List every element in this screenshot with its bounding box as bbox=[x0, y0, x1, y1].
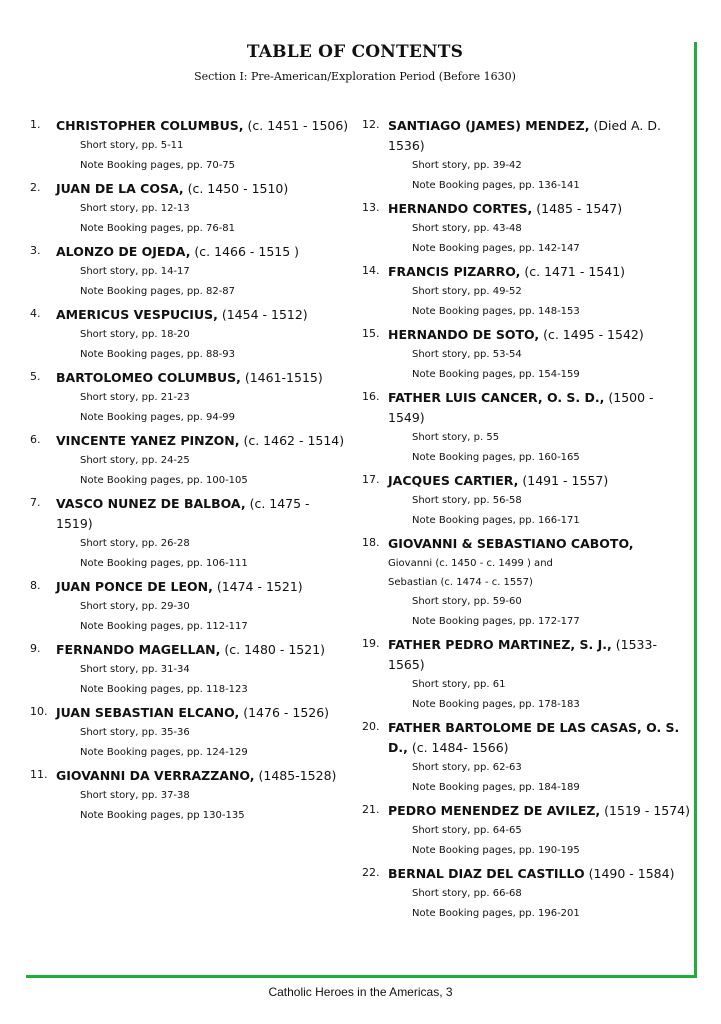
entry-name: FATHER PEDRO MARTINEZ, S. J., bbox=[388, 637, 612, 652]
entry-number: 17. bbox=[362, 473, 380, 486]
entry-number: 20. bbox=[362, 720, 380, 733]
page-footer: Catholic Heroes in the Americas, 3 bbox=[268, 985, 453, 999]
entry-dates: (c. 1475 - 1519) bbox=[56, 496, 310, 531]
note-booking-pages: Note Booking pages, pp. 70-75 bbox=[80, 159, 236, 171]
page-title: TABLE OF CONTENTS bbox=[246, 42, 464, 62]
entry-name: JUAN PONCE DE LEON, bbox=[56, 579, 213, 594]
entry-dates: (1474 - 1521) bbox=[216, 579, 303, 594]
note-booking-pages: Note Booking pages, pp. 136-141 bbox=[412, 179, 580, 191]
entry-number: 22. bbox=[362, 866, 380, 879]
short-story-pages: Short story, pp. 59-60 bbox=[412, 596, 522, 607]
toc-entry bbox=[362, 864, 692, 923]
note-booking-pages: Note Booking pages, pp. 154-159 bbox=[412, 368, 580, 380]
toc-entry bbox=[362, 635, 692, 714]
short-story-pages: Short story, pp. 43-48 bbox=[412, 223, 522, 234]
note-booking-pages: Note Booking pages, pp. 160-165 bbox=[412, 451, 580, 463]
entry-heading bbox=[30, 431, 350, 451]
entry-name: FRANCIS PIZARRO, bbox=[388, 264, 521, 279]
entry-name: SANTIAGO (JAMES) MENDEZ, bbox=[388, 118, 590, 133]
entry-number: 21. bbox=[362, 803, 380, 816]
short-story-pages: Short story, pp. 35-36 bbox=[80, 727, 190, 738]
toc-entry bbox=[30, 305, 350, 364]
entry-dates: (1476 - 1526) bbox=[243, 705, 330, 720]
short-story-pages: Short story, pp. 31-34 bbox=[80, 664, 190, 675]
toc-entry bbox=[362, 801, 692, 860]
entry-number: 6. bbox=[30, 433, 41, 446]
entry-dates: (c. 1462 - 1514) bbox=[243, 433, 345, 448]
entry-dates: (c. 1480 - 1521) bbox=[224, 642, 326, 657]
entry-name: BARTOLOMEO COLUMBUS, bbox=[56, 370, 241, 385]
note-booking-pages: Note Booking pages, pp. 148-153 bbox=[412, 305, 580, 317]
short-story-pages: Short story, pp. 12-13 bbox=[80, 203, 190, 214]
entry-heading bbox=[362, 718, 692, 758]
entry-heading bbox=[30, 703, 350, 723]
entry-name: JUAN DE LA COSA, bbox=[56, 181, 184, 196]
entry-name: HERNANDO DE SOTO, bbox=[388, 327, 540, 342]
entry-dates: (c. 1451 - 1506) bbox=[247, 118, 349, 133]
entry-name: FERNANDO MAGELLAN, bbox=[56, 642, 221, 657]
entry-number: 16. bbox=[362, 390, 380, 403]
toc-entry bbox=[30, 766, 350, 825]
short-story-pages: Short story, pp. 29-30 bbox=[80, 601, 190, 612]
entry-heading bbox=[362, 325, 692, 345]
toc-entry bbox=[30, 179, 350, 238]
note-booking-pages: Note Booking pages, pp. 142-147 bbox=[412, 242, 580, 254]
entry-heading bbox=[362, 262, 692, 282]
entry-number: 4. bbox=[30, 307, 41, 320]
short-story-pages: Short story, pp. 18-20 bbox=[80, 329, 190, 340]
note-booking-pages: Note Booking pages, pp. 82-87 bbox=[80, 285, 236, 297]
entry-name: CHRISTOPHER COLUMBUS, bbox=[56, 118, 244, 133]
note-booking-pages: Note Booking pages, pp. 124-129 bbox=[80, 746, 248, 758]
short-story-pages: Short story, pp. 53-54 bbox=[412, 349, 522, 360]
toc-entry bbox=[30, 368, 350, 427]
entry-dates: (c. 1484- 1566) bbox=[411, 740, 509, 755]
note-booking-pages: Note Booking pages, pp 130-135 bbox=[80, 809, 245, 821]
note-booking-pages: Note Booking pages, pp. 118-123 bbox=[80, 683, 248, 695]
toc-entry bbox=[362, 116, 692, 195]
entry-heading bbox=[362, 635, 692, 675]
toc-entry bbox=[362, 388, 692, 467]
entry-heading bbox=[362, 388, 692, 428]
entry-heading bbox=[30, 305, 350, 325]
toc-entry bbox=[362, 262, 692, 321]
toc-entry bbox=[30, 431, 350, 490]
toc-entry bbox=[30, 242, 350, 301]
entry-number: 2. bbox=[30, 181, 41, 194]
toc-entry bbox=[30, 494, 350, 573]
note-booking-pages: Note Booking pages, pp. 184-189 bbox=[412, 781, 580, 793]
entry-number: 9. bbox=[30, 642, 41, 655]
entry-dates: (1454 - 1512) bbox=[221, 307, 308, 322]
entry-dates: (1491 - 1557) bbox=[522, 473, 609, 488]
note-booking-pages: Note Booking pages, pp. 196-201 bbox=[412, 907, 580, 919]
toc-entry bbox=[362, 325, 692, 384]
short-story-pages: Short story, pp. 37-38 bbox=[80, 790, 190, 801]
entry-heading bbox=[362, 199, 692, 219]
short-story-pages: Short story, pp. 61 bbox=[412, 679, 506, 690]
entry-heading bbox=[30, 494, 350, 534]
entry-name: FATHER BARTOLOME DE LAS CASAS, O. S. D., bbox=[388, 720, 680, 755]
note-booking-pages: Note Booking pages, pp. 100-105 bbox=[80, 474, 248, 486]
short-story-pages: Short story, pp. 5-11 bbox=[80, 140, 184, 151]
short-story-pages: Short story, p. 55 bbox=[412, 432, 500, 443]
entry-heading bbox=[362, 801, 692, 821]
entry-dates: (1485 - 1547) bbox=[536, 201, 623, 216]
entry-number: 3. bbox=[30, 244, 41, 257]
note-booking-pages: Note Booking pages, pp. 190-195 bbox=[412, 844, 580, 856]
toc-entry bbox=[30, 116, 350, 175]
entry-heading bbox=[30, 368, 350, 388]
entry-heading bbox=[30, 640, 350, 660]
entry-number: 13. bbox=[362, 201, 380, 214]
entry-name: BERNAL DIAZ DEL CASTILLO bbox=[388, 866, 585, 881]
toc-entry bbox=[30, 703, 350, 762]
note-booking-pages: Note Booking pages, pp. 166-171 bbox=[412, 514, 580, 526]
entry-heading bbox=[362, 864, 692, 884]
entry-dates: (1490 - 1584) bbox=[588, 866, 675, 881]
entry-number: 7. bbox=[30, 496, 41, 509]
entry-number: 19. bbox=[362, 637, 380, 650]
green-border-right bbox=[694, 42, 697, 978]
entry-heading bbox=[30, 766, 350, 786]
entry-name: AMERICUS VESPUCIUS, bbox=[56, 307, 218, 322]
entry-dates: (1519 - 1574) bbox=[604, 803, 691, 818]
toc-entry bbox=[30, 577, 350, 636]
toc-entry bbox=[362, 199, 692, 258]
note-booking-pages: Note Booking pages, pp. 172-177 bbox=[412, 615, 580, 627]
entry-number: 11. bbox=[30, 768, 48, 781]
toc-left-column bbox=[30, 116, 350, 829]
entry-subnote: Sebastian (c. 1474 - c. 1557) bbox=[388, 577, 533, 588]
short-story-pages: Short story, pp. 62-63 bbox=[412, 762, 522, 773]
short-story-pages: Short story, pp. 56-58 bbox=[412, 495, 522, 506]
short-story-pages: Short story, pp. 66-68 bbox=[412, 888, 522, 899]
short-story-pages: Short story, pp. 21-23 bbox=[80, 392, 190, 403]
toc-right-column bbox=[362, 116, 692, 927]
entry-number: 15. bbox=[362, 327, 380, 340]
entry-name: PEDRO MENENDEZ DE AVILEZ, bbox=[388, 803, 601, 818]
entry-name: ALONZO DE OJEDA, bbox=[56, 244, 191, 259]
entry-dates: (1461-1515) bbox=[244, 370, 323, 385]
entry-number: 8. bbox=[30, 579, 41, 592]
short-story-pages: Short story, pp. 49-52 bbox=[412, 286, 522, 297]
entry-name: VASCO NUNEZ DE BALBOA, bbox=[56, 496, 246, 511]
entry-dates: (c. 1495 - 1542) bbox=[543, 327, 644, 342]
entry-dates: (Died A. D. 1536) bbox=[388, 118, 661, 153]
short-story-pages: Short story, pp. 24-25 bbox=[80, 455, 190, 466]
entry-dates: (1533-1565) bbox=[388, 637, 657, 672]
entry-name: HERNANDO CORTES, bbox=[388, 201, 533, 216]
entry-heading bbox=[30, 242, 350, 262]
entry-name: JACQUES CARTIER, bbox=[388, 473, 519, 488]
entry-heading bbox=[30, 577, 350, 597]
entry-name: VINCENTE YANEZ PINZON, bbox=[56, 433, 240, 448]
entry-number: 12. bbox=[362, 118, 380, 131]
entry-heading bbox=[362, 471, 692, 491]
toc-entry bbox=[362, 471, 692, 530]
toc-entry bbox=[362, 718, 692, 797]
note-booking-pages: Note Booking pages, pp. 76-81 bbox=[80, 222, 236, 234]
entry-dates: (1500 - 1549) bbox=[388, 390, 654, 425]
entry-name: FATHER LUIS CANCER, O. S. D., bbox=[388, 390, 605, 405]
entry-number: 1. bbox=[30, 118, 41, 131]
entry-heading bbox=[30, 116, 350, 136]
entry-number: 18. bbox=[362, 536, 380, 549]
page-subtitle: Section I: Pre-American/Exploration Period (Before 1630) bbox=[194, 70, 516, 83]
entry-heading bbox=[362, 534, 692, 554]
entry-heading bbox=[30, 179, 350, 199]
entry-heading bbox=[362, 116, 692, 156]
entry-subnote: Giovanni (c. 1450 - c. 1499 ) and bbox=[388, 558, 553, 569]
entry-number: 10. bbox=[30, 705, 48, 718]
entry-number: 5. bbox=[30, 370, 41, 383]
short-story-pages: Short story, pp. 39-42 bbox=[412, 160, 522, 171]
entry-name: GIOVANNI & SEBASTIANO CABOTO, bbox=[388, 536, 634, 551]
entry-dates: (c. 1471 - 1541) bbox=[524, 264, 626, 279]
note-booking-pages: Note Booking pages, pp. 106-111 bbox=[80, 557, 248, 569]
entry-name: GIOVANNI DA VERRAZZANO, bbox=[56, 768, 255, 783]
entry-dates: (1485-1528) bbox=[258, 768, 337, 783]
toc-entry bbox=[362, 534, 692, 631]
green-border-bottom bbox=[26, 975, 697, 978]
note-booking-pages: Note Booking pages, pp. 94-99 bbox=[80, 411, 236, 423]
short-story-pages: Short story, pp. 26-28 bbox=[80, 538, 190, 549]
entry-dates: (c. 1450 - 1510) bbox=[187, 181, 289, 196]
entry-dates: (c. 1466 - 1515 ) bbox=[194, 244, 300, 259]
toc-entry bbox=[30, 640, 350, 699]
note-booking-pages: Note Booking pages, pp. 178-183 bbox=[412, 698, 580, 710]
short-story-pages: Short story, pp. 64-65 bbox=[412, 825, 522, 836]
entry-number: 14. bbox=[362, 264, 380, 277]
short-story-pages: Short story, pp. 14-17 bbox=[80, 266, 190, 277]
entry-name: JUAN SEBASTIAN ELCANO, bbox=[56, 705, 240, 720]
note-booking-pages: Note Booking pages, pp. 88-93 bbox=[80, 348, 236, 360]
note-booking-pages: Note Booking pages, pp. 112-117 bbox=[80, 620, 248, 632]
